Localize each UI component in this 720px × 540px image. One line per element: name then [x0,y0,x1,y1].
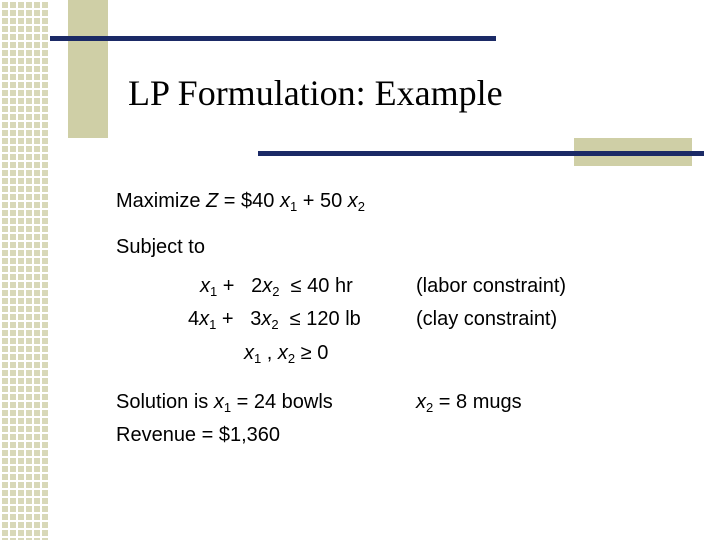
c1-mid: + 2 [217,275,263,297]
c2-x2-sub: 2 [271,317,279,332]
solution-x2-var: x [416,391,426,413]
objective-rest: = $40 [218,190,280,212]
decorative-bottom-line [258,151,704,156]
nn-sep: , [261,342,278,364]
objective-x2-sub: 2 [357,199,366,214]
decorative-top-line [50,36,496,41]
solution-x2-value: = 8 mugs [433,391,522,413]
c2-coef: 4 [188,308,200,330]
subject-to-label: Subject to [116,236,205,258]
solution-x2-sub: 2 [426,400,434,415]
c2-x1-sub: 1 [209,317,217,332]
solution-line [116,391,333,415]
constraint-clay-note: (clay constraint) [416,308,558,330]
objective-prefix: Maximize [116,190,207,212]
decorative-tan-bar-left [68,0,108,138]
c1-x1: x [200,275,210,297]
nn-x1: x [244,342,254,364]
c2-rhs: ≤ 120 lb [278,308,361,330]
solution-x1-value: = 24 bowls [231,391,333,413]
objective-x1: x [279,190,290,212]
solution-prefix: Solution is [116,391,214,413]
c2-mid: + 3 [216,308,262,330]
objective-function [116,190,366,214]
objective-x1-sub: 1 [289,199,298,214]
c1-x2-sub: 2 [272,284,280,299]
c2-x2: x [261,308,272,330]
solution-x1: x [213,391,224,413]
c1-x1-sub: 1 [210,284,218,299]
nonnegativity-constraint [244,342,329,366]
decorative-grid-strip [0,0,50,540]
c2-x1: x [199,308,210,330]
c1-x2: x [262,275,273,297]
nn-x2-sub: 2 [287,351,296,366]
nn-rest: ≥ 0 [295,342,329,364]
c1-rhs: ≤ 40 hr [279,275,353,297]
objective-plus: + 50 [297,190,348,212]
nn-x1-sub: 1 [254,351,262,366]
solution-x1-sub: 1 [223,400,232,415]
constraint-labor-note: (labor constraint) [416,275,567,297]
slide-title: LP Formulation: Example [128,73,503,113]
objective-z: Z [206,190,219,212]
revenue-line: Revenue = $1,360 [116,424,281,446]
nn-x2: x [277,342,288,364]
constraint-labor [200,275,353,299]
objective-x2: x [347,190,358,212]
constraint-clay [188,308,361,332]
solution-x2 [416,391,522,415]
